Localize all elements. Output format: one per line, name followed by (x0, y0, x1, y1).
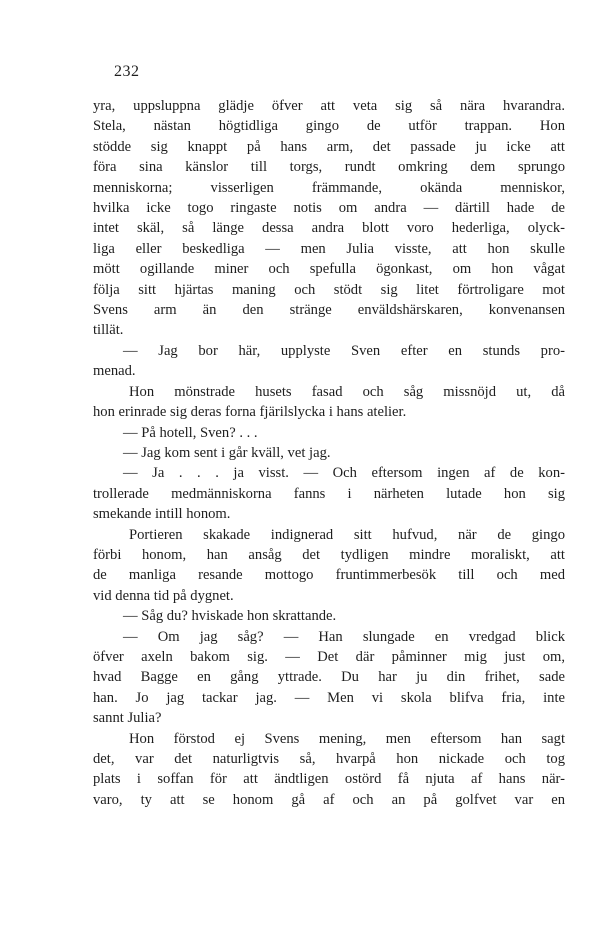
page-number: 232 (114, 63, 140, 80)
text-line: — På hotell, Sven? . . . (123, 424, 258, 441)
text-line: hon erinrade sig deras forna fjärilslycka i hans atelier. (93, 404, 407, 421)
text-line: sannt Julia? (93, 710, 162, 727)
text-line: han. Jo jag tackar jag. — Men vi skola blifva fria, inte (93, 689, 565, 706)
text-line: varo, ty att se honom gå af och an på golfvet var en (93, 791, 565, 808)
text-line: de manliga resande mottogo fruntimmerbesök till och med (93, 567, 565, 584)
text-line: Hon mönstrade husets fasad och såg missnöjd ut, då (129, 383, 565, 400)
body-text (93, 96, 565, 810)
text-line: öfver axeln bakom sig. — Det där påminner mig just om, (93, 648, 565, 665)
text-line: Stela, nästan högtidliga gingo de utför trappan. Hon (93, 118, 565, 135)
text-line: plats i soffan för att ändtligen ostörd få njuta af hans när- (93, 771, 565, 788)
text-line: — Ja . . . ja visst. — Och eftersom ingen af de kon- (123, 465, 565, 482)
text-line: smekande intill honom. (93, 506, 231, 523)
text-line: intet skäl, så länge dessa andra blott voro hederliga, olyck- (93, 220, 565, 237)
text-line: förbi honom, han ansåg det tydligen mindre moraliskt, att (93, 546, 565, 563)
text-line: hvad Bagge en gång yttrade. Du har ju din frihet, sade (93, 669, 565, 686)
text-line: Svens arm än den stränge enväldshärskaren, konvenansen (93, 302, 565, 319)
text-line: yra, uppsluppna glädje öfver att veta sig så nära hvarandra. (93, 98, 565, 114)
text-line: — Jag kom sent i går kväll, vet jag. (123, 444, 331, 461)
text-line: tillät. (93, 322, 124, 339)
text-line: — Jag bor här, upplyste Sven efter en stunds pro- (123, 342, 565, 359)
text-line: Portieren skakade indignerad sitt hufvud, när de gingo (129, 526, 565, 543)
text-line: trollerade medmänniskorna fanns i närheten lutade hon sig (93, 485, 565, 502)
text-line: — Om jag såg? — Han slungade en vredgad blick (123, 628, 565, 645)
text-line: Hon förstod ej Svens mening, men eftersom han sagt (129, 730, 565, 747)
text-line: mött ogillande miner och spefulla ögonkast, om hon vågat (93, 261, 565, 278)
text-line: menad. (93, 363, 136, 380)
text-line: föra sina känslor till torgs, rundt omkring dem sprungo (93, 159, 565, 176)
text-line: följa sitt hjärtas maning och stödt sig litet förtroligare mot (93, 281, 565, 298)
text-line: det, var det naturligtvis så, hvarpå hon nickade och tog (93, 751, 565, 767)
text-line: menniskorna; visserligen främmande, okända menniskor, (93, 179, 565, 196)
text-line: — Såg du? hviskade hon skrattande. (123, 608, 337, 625)
text-line: hvilka icke togo ringaste notis om andra — därtill hade de (93, 200, 565, 217)
text-line: vid denna tid på dygnet. (93, 587, 234, 604)
text-line: stödde sig knappt på hans arm, det passade ju icke att (93, 138, 565, 155)
text-line: liga eller beskedliga — men Julia visste, att hon skulle (93, 240, 565, 257)
